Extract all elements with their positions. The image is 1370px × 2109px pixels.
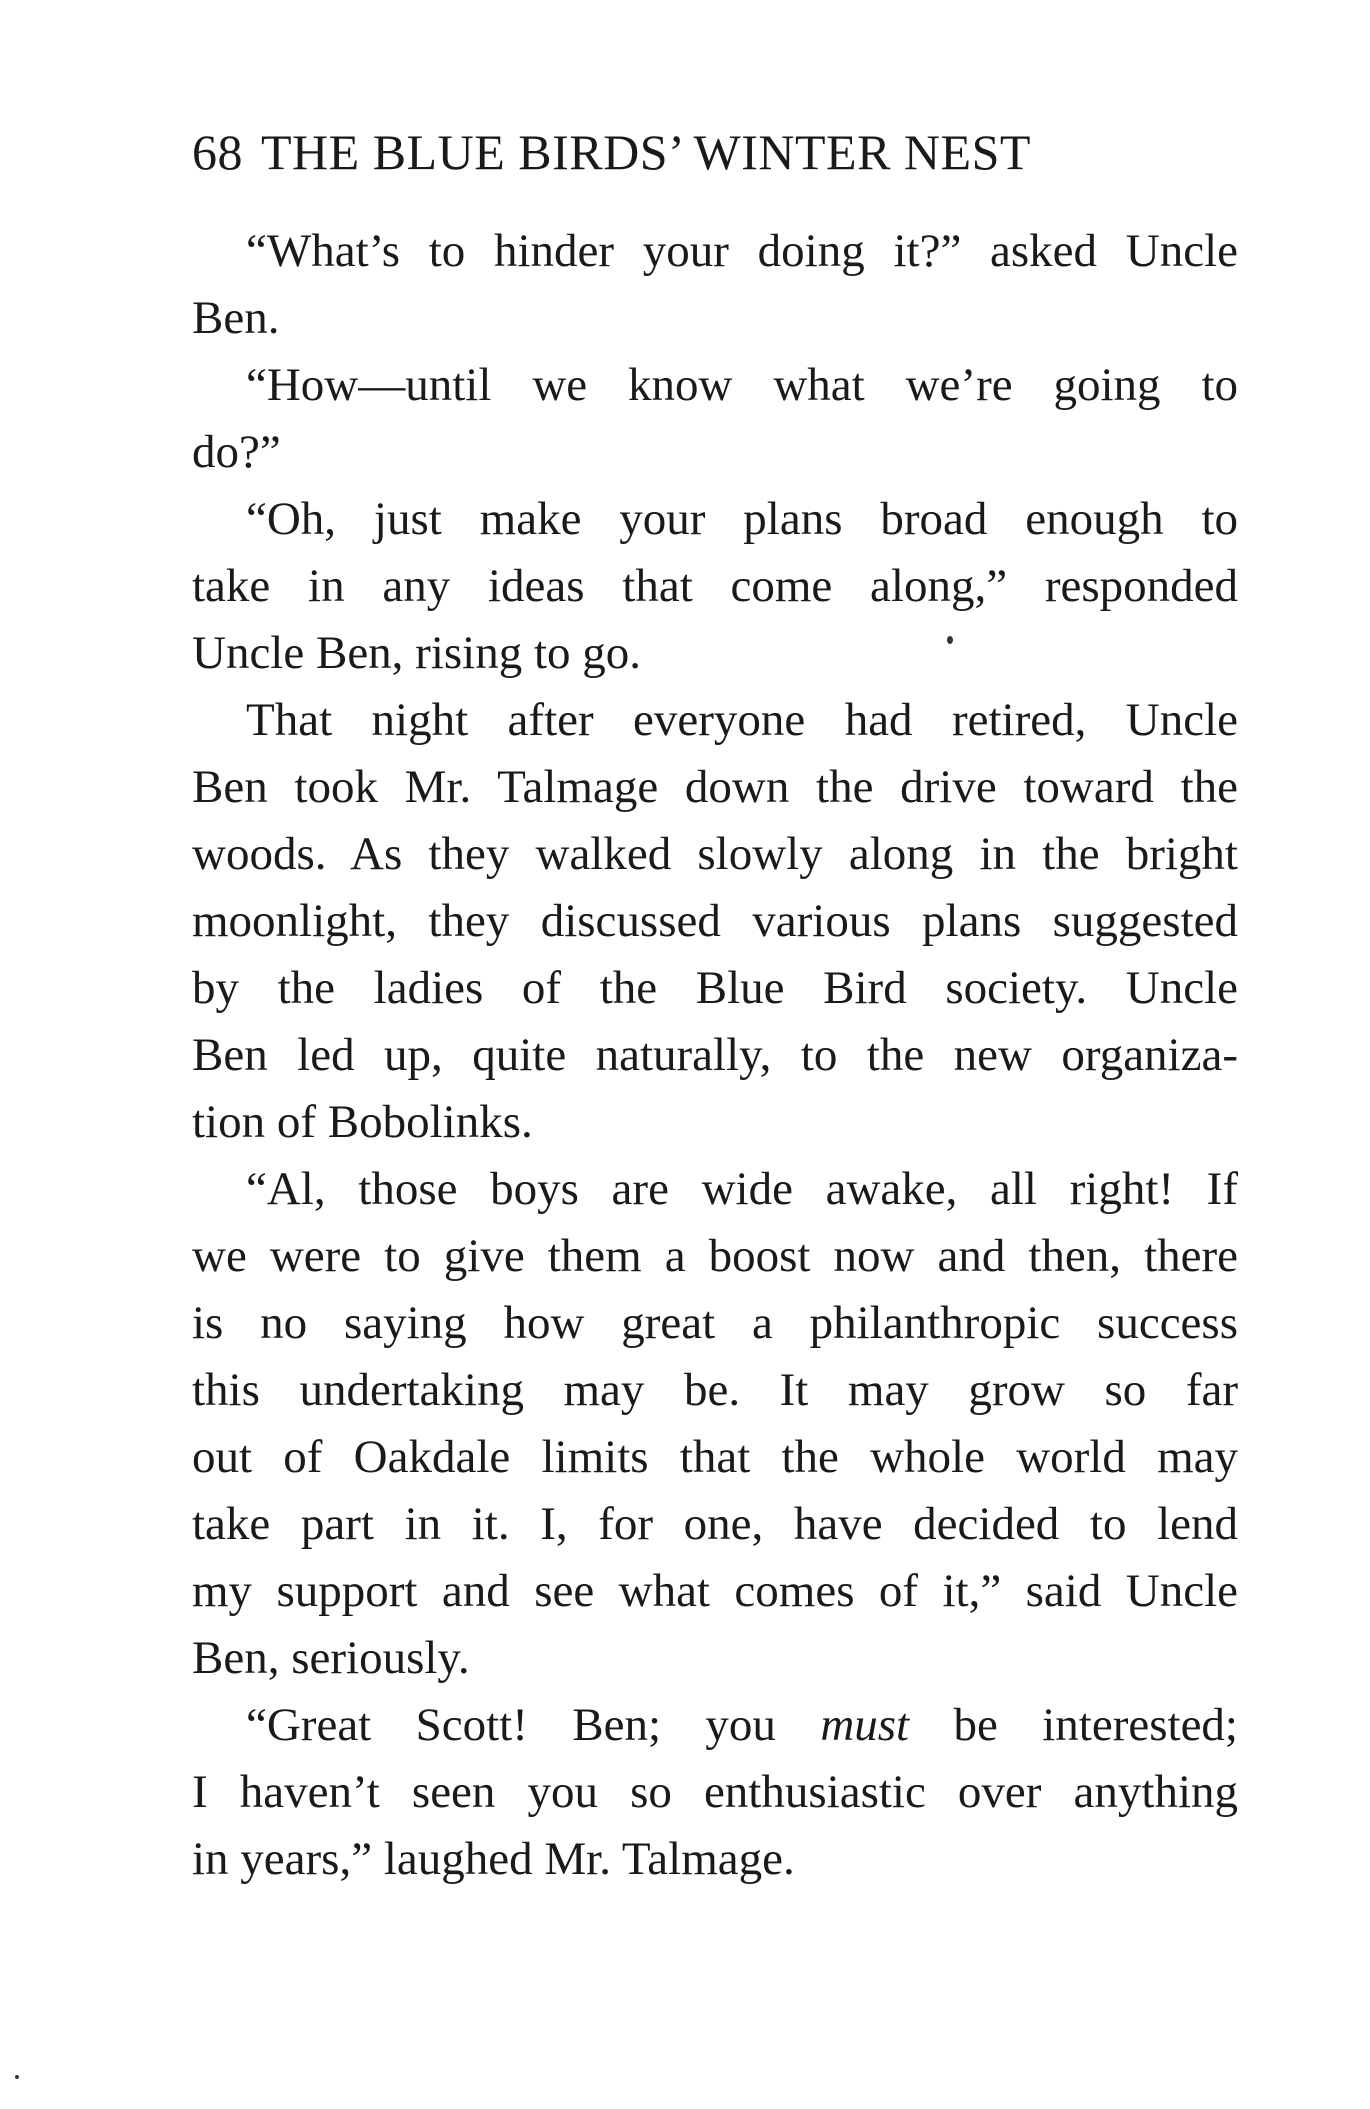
text-line: is no saying how great a philanthropic success <box>192 1297 1238 1349</box>
paragraph-1 <box>192 218 1238 352</box>
text-line: “Al, those boys are wide awake, all right! If <box>246 1163 1238 1215</box>
text-line: “Oh, just make your plans broad enough to <box>246 493 1238 545</box>
body-text <box>192 218 1238 1893</box>
running-head <box>192 122 1031 182</box>
text-line: “What’s to hinder your doing it?” asked Uncle <box>246 225 1238 277</box>
print-speck <box>15 2075 19 2079</box>
text-line: Ben took Mr. Talmage down the drive toward the <box>192 761 1238 813</box>
text-line: “How—until we know what we’re going to <box>246 359 1238 411</box>
text-line: out of Oakdale limits that the whole world may <box>192 1431 1238 1483</box>
text-line: take in any ideas that come along,” responded <box>192 560 1238 612</box>
text-line: do?” <box>192 426 281 478</box>
text-line: woods. As they walked slowly along in the bright <box>192 828 1238 880</box>
text-line: this undertaking may be. It may grow so far <box>192 1364 1238 1416</box>
paragraph-2 <box>192 352 1238 486</box>
emphasis-text: must <box>820 1699 910 1751</box>
text-line: Uncle Ben, rising to go. <box>192 627 642 679</box>
text-line: moonlight, they discussed various plans suggested <box>192 895 1238 947</box>
text-line: in years,” laughed Mr. Talmage. <box>192 1833 795 1885</box>
text-line: That night after everyone had retired, Uncle <box>246 694 1238 746</box>
text-line: my support and see what comes of it,” said Uncle <box>192 1565 1238 1617</box>
text-line-rich <box>192 1692 1238 1759</box>
text-line: Ben. <box>192 292 280 344</box>
text-line: Ben, seriously. <box>192 1632 470 1684</box>
paragraph-4 <box>192 687 1238 1156</box>
print-speck <box>947 636 953 644</box>
paragraph-6 <box>192 1692 1238 1893</box>
text-line: I haven’t seen you so enthusiastic over anything <box>192 1766 1238 1818</box>
text-line: take part in it. I, for one, have decided to lend <box>192 1498 1238 1550</box>
text-line: by the ladies of the Blue Bird society. Uncle <box>192 962 1238 1014</box>
page-number: 68 <box>192 124 243 180</box>
text-run: be interested; <box>909 1699 1238 1751</box>
running-title: THE BLUE BIRDS’ WINTER NEST <box>261 124 1031 180</box>
text-line: tion of Bobolinks. <box>192 1096 533 1148</box>
text-line: we were to give them a boost now and then, there <box>192 1230 1238 1282</box>
paragraph-5 <box>192 1156 1238 1692</box>
paragraph-3 <box>192 486 1238 687</box>
text-line: Ben led up, quite naturally, to the new organiza- <box>192 1029 1238 1081</box>
text-run: “Great Scott! Ben; you <box>246 1699 821 1751</box>
